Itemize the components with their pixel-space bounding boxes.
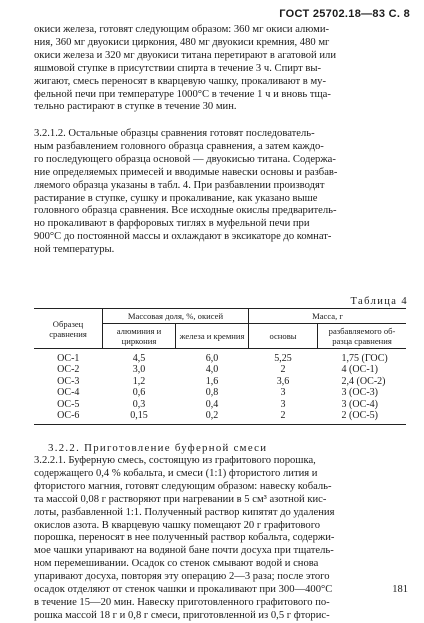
col-header-base: основы [249, 324, 318, 349]
text-line: содержащего 0,4 % кобальта, и смеси (1:1) фтористого лития и [34, 467, 318, 479]
text-line: тельно растирают в ступке в течение 30 мин. [34, 101, 237, 113]
col-header-diluted: разбавляемого об-разца сравнения [318, 324, 407, 349]
cell-fe-si: 6,0 [205, 353, 219, 364]
text-line: жигают, смесь переносят в кварцевую чашку, прокаливают в му- [34, 75, 326, 87]
table-row [34, 399, 406, 410]
text-line: 3.2.1.2. Остальные образцы сравнения готовят последователь- [34, 128, 315, 139]
cell-al-zr: 0,6 [132, 387, 146, 399]
text-line: лоты, разбавленной 1:1. Полученный раствор кипятят до удаления [34, 506, 335, 518]
cell-diluted: 3 (ОС-4) [341, 398, 379, 410]
cell-diluted: 2,4 (ОС-2) [341, 375, 386, 387]
text-line: ние определяемых примесей и вводимые навески основы и разбав- [34, 166, 338, 178]
section-heading: 3.2.2. Приготовление буферной смеси [48, 442, 268, 454]
table-row [34, 364, 406, 375]
paragraph-dilution [34, 128, 406, 257]
text-line: осадок отделяют от стенок чашки и прокаливают при 300—400°С [34, 584, 333, 596]
paragraph-oxide-preparation [34, 24, 406, 114]
text-line: та массой 0,08 г растворяют при нагревании в 5 см³ азотной кис- [34, 493, 327, 505]
text-line: ляемого образца указаны в табл. 4. При разбавлении производят [34, 179, 325, 191]
text-line: фельной печи при температуре 1000°С в течение 1 ч и вновь тща- [34, 88, 331, 100]
text-line: окиси железа, готовят следующим образом: 360 мг окиси алюми- [34, 24, 330, 35]
col-header-al-zr: алюминия и циркония [103, 324, 176, 349]
cell-sample: ОС-2 [57, 364, 80, 376]
cell-base: 2 [249, 410, 318, 425]
reference-samples-table [34, 308, 406, 425]
table-label: Таблица 4 [350, 296, 408, 307]
cell-base: 3,6 [276, 375, 290, 387]
cell-fe-si: 0,2 [176, 410, 249, 425]
text-line: мое чашки упаривают на водяной бане почти досуха при тщатель- [34, 545, 334, 557]
text-line: но прокаливают в фарфоровых тиглях в муфельной печи при [34, 218, 310, 230]
text-line: в течение 15—20 мин. Навеску приготовленного графитового по- [34, 596, 330, 608]
text-line: растирание в ступке, сушку и прокаливание, как указано выше [34, 192, 318, 204]
cell-diluted: 3 (ОС-3) [341, 387, 379, 399]
cell-base: 2 [280, 364, 286, 376]
text-line: ным разбавлением головного образца сравнения, а затем каждо- [34, 140, 324, 152]
standard-header: ГОСТ 25702.18—83 С. 8 [279, 8, 410, 20]
group-header-mass-fraction: Массовая доля, %, окисей [103, 309, 249, 324]
cell-base: 3 [280, 387, 286, 399]
cell-base: 5,25 [274, 353, 292, 364]
cell-fe-si: 0,8 [205, 387, 219, 399]
text-line: порошка, переносят в нее полученный раствор кобальта, содержи- [34, 532, 335, 544]
text-line: ной температуры. [34, 244, 115, 256]
cell-diluted: 1,75 (ГОС) [341, 353, 388, 364]
cell-sample: ОС-4 [57, 387, 80, 399]
text-line: фтористого магния, готовят следующим образом: навеску кобаль- [34, 480, 332, 492]
cell-al-zr: 0,15 [103, 410, 176, 425]
text-line: ном перемешивании. Осадок со стенок смывают водой и снова [34, 558, 319, 570]
text-line: го последующего образца основой — двуокисью титана. Содержа- [34, 153, 336, 165]
col-header-sample: Образец сравнения [34, 309, 103, 349]
text-line: окислов азота. В кварцевую чашку помещают 20 г графитового [34, 519, 321, 531]
col-header-fe-si: железа и кремния [176, 324, 249, 349]
text-line: рошка массой 18 г и 0,8 г смеси, приготовленной из 0,5 г фторис- [34, 609, 330, 621]
cell-fe-si: 1,6 [205, 375, 219, 387]
paragraph-buffer-mixture [34, 455, 406, 623]
table-row [34, 410, 406, 425]
text-line: головного образца сравнения. Все исходные окислы предваритель- [34, 205, 337, 217]
text-line: 3.2.2.1. Буферную смесь, состоящую из графитового порошка, [34, 455, 316, 466]
cell-al-zr: 4,5 [132, 353, 146, 364]
cell-sample: ОС-3 [57, 375, 80, 387]
cell-al-zr: 1,2 [132, 375, 146, 387]
text-line: окиси железа и 320 мг двуокиси титана перетирают в агатовой или [34, 49, 336, 61]
cell-base: 3 [280, 398, 286, 410]
text-line: упаривают досуха, повторяя эту операцию 2—3 раза; после этого [34, 571, 330, 583]
cell-al-zr: 0,3 [132, 398, 146, 410]
text-line: яшмовой ступке в присутствии спирта в течение 3 ч. Спирт вы- [34, 62, 321, 74]
table-row [34, 387, 406, 398]
page-number: 181 [392, 584, 408, 595]
table-row [34, 349, 406, 365]
cell-sample: ОС-6 [34, 410, 103, 425]
text-line: ния, 360 мг двуокиси циркония, 480 мг двуокиси кремния, 480 мг [34, 36, 330, 48]
cell-fe-si: 0,4 [205, 398, 219, 410]
cell-al-zr: 3,0 [132, 364, 146, 376]
table-row [34, 376, 406, 387]
cell-sample: ОС-5 [57, 398, 80, 410]
cell-sample: ОС-1 [57, 353, 80, 364]
cell-diluted: 2 (ОС-5) [318, 410, 407, 425]
cell-fe-si: 4,0 [205, 364, 219, 376]
group-header-mass: Масса, г [249, 309, 407, 324]
text-line: 900°С до постоянной массы и охлаждают в эксикаторе до комнат- [34, 231, 332, 243]
cell-diluted: 4 (ОС-1) [341, 364, 379, 376]
